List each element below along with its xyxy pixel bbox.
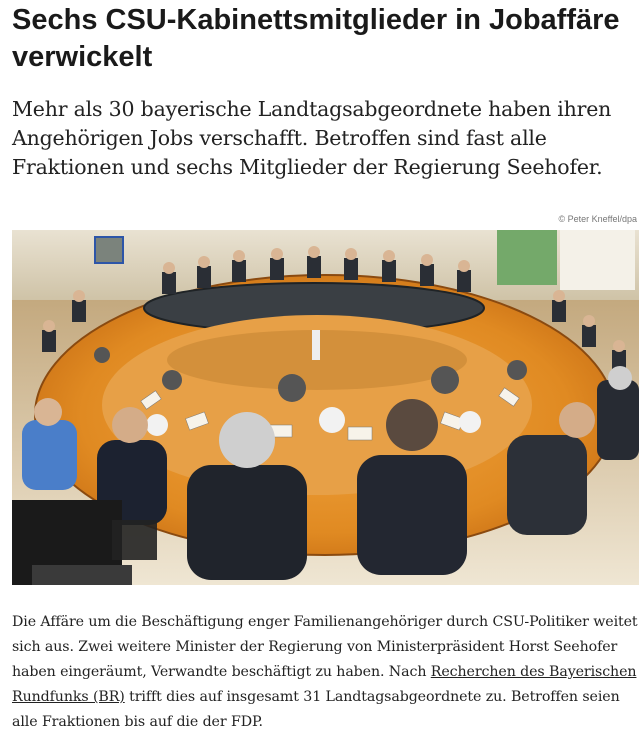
photo-credit: © Peter Kneffel/dpa bbox=[558, 214, 637, 224]
br-research-link[interactable]: Recherchen des Bayerischen Rundfunks (BR) bbox=[12, 664, 637, 705]
body-paragraph bbox=[12, 610, 640, 735]
lead-paragraph: Mehr als 30 bayerische Landtagsabgeordnete haben ihren Angehörigen Jobs verschafft. Betroffen sind fast alle Fraktionen und sechs Mitglieder der Regierung Seehofer. bbox=[12, 97, 612, 179]
body-text-part2: trifft dies auf insgesamt 31 Landtagsabgeordnete zu. Betroffen seien alle Fraktionen bis auf die der FDP. bbox=[12, 689, 620, 730]
article-photo bbox=[12, 230, 639, 585]
body-text-part1: Die Affäre um die Beschäftigung enger Familienangehöriger durch CSU-Politiker weitet sich aus. Zwei weitere Minister der Regierung von Ministerpräsident Horst Seehofer haben eingeräumt, Verwandte beschäftigt zu haben. Nach bbox=[12, 614, 638, 680]
cabinet-meeting-photo bbox=[12, 230, 639, 585]
headline: Sechs CSU-Kabinettsmitglieder in Jobaffäre verwickelt bbox=[12, 4, 620, 73]
